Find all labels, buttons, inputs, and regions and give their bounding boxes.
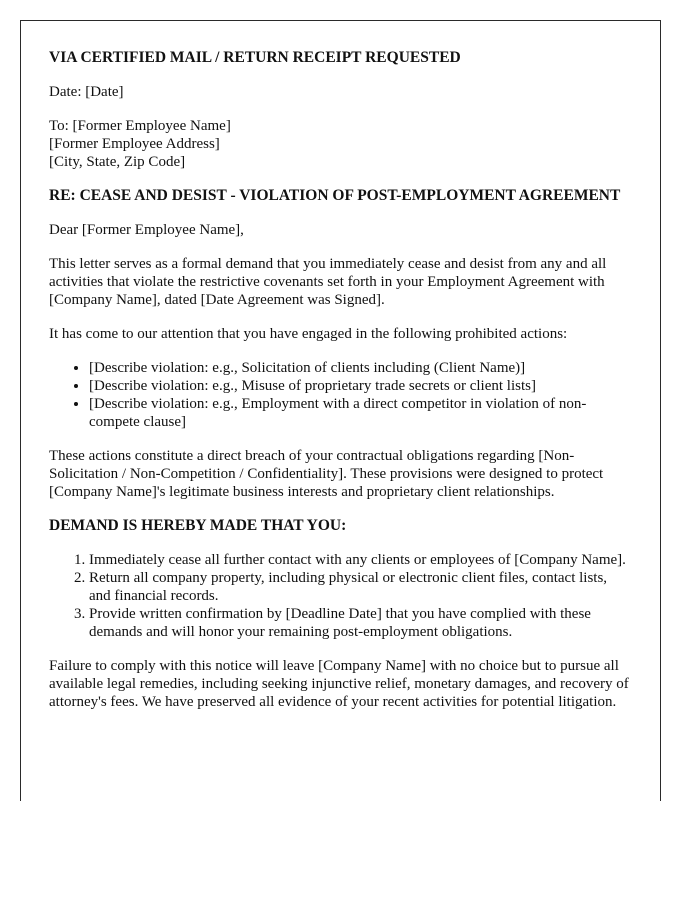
demand-item: 1. Immediately cease all further contact with any clients or employees of [Company Name]. <box>89 551 632 569</box>
recipient-address-block <box>49 117 632 171</box>
violation-item: • [Describe violation: e.g., Solicitation of clients including (Client Name)] <box>89 359 632 377</box>
intro-paragraph: This letter serves as a formal demand that you immediately cease and desist from any and all activities that violate the restrictive covenants set forth in your Employment Agreement with [Company Name], dated [Date Agreement was Signed]. <box>49 256 607 308</box>
letter-page <box>20 20 661 801</box>
salutation: Dear [Former Employee Name], <box>49 222 244 238</box>
demands-list <box>49 551 632 641</box>
recipient-name-line: To: [Former Employee Name] <box>49 118 231 134</box>
attention-paragraph: It has come to our attention that you have engaged in the following prohibited actions: <box>49 326 568 342</box>
demand-item: 2. Return all company property, including physical or electronic client files, contact lists, and financial records. <box>89 569 632 605</box>
demand-heading: DEMAND IS HEREBY MADE THAT YOU: <box>49 517 347 534</box>
recipient-city-line: [City, State, Zip Code] <box>49 154 186 170</box>
closing-paragraph: Failure to comply with this notice will leave [Company Name] with no choice but to pursue all available legal remedies, including seeking injunctive relief, monetary damages, and recovery of attorney's fees. We have preserved all evidence of your recent activities for potential litigation. <box>49 658 629 710</box>
violation-item: • [Describe violation: e.g., Employment with a direct competitor in violation of non-compete clause] <box>89 395 632 431</box>
demand-item: 3. Provide written confirmation by [Deadline Date] that you have complied with these demands and will honor your remaining post-employment obligations. <box>89 605 632 641</box>
violation-item: • [Describe violation: e.g., Misuse of proprietary trade secrets or client lists] <box>89 377 632 395</box>
delivery-method-heading: VIA CERTIFIED MAIL / RETURN RECEIPT REQUESTED <box>49 49 461 66</box>
recipient-address-line: [Former Employee Address] <box>49 136 220 152</box>
date-line: Date: [Date] <box>49 84 124 100</box>
subject-line: RE: CEASE AND DESIST - VIOLATION OF POST-EMPLOYMENT AGREEMENT <box>49 187 621 204</box>
violations-list <box>49 359 632 431</box>
breach-paragraph: These actions constitute a direct breach of your contractual obligations regarding [Non-Solicitation / Non-Competition / Confidentiality]. These provisions were designed to protect [Company Name]'s legitimate business interests and proprietary client relationships. <box>49 448 604 500</box>
